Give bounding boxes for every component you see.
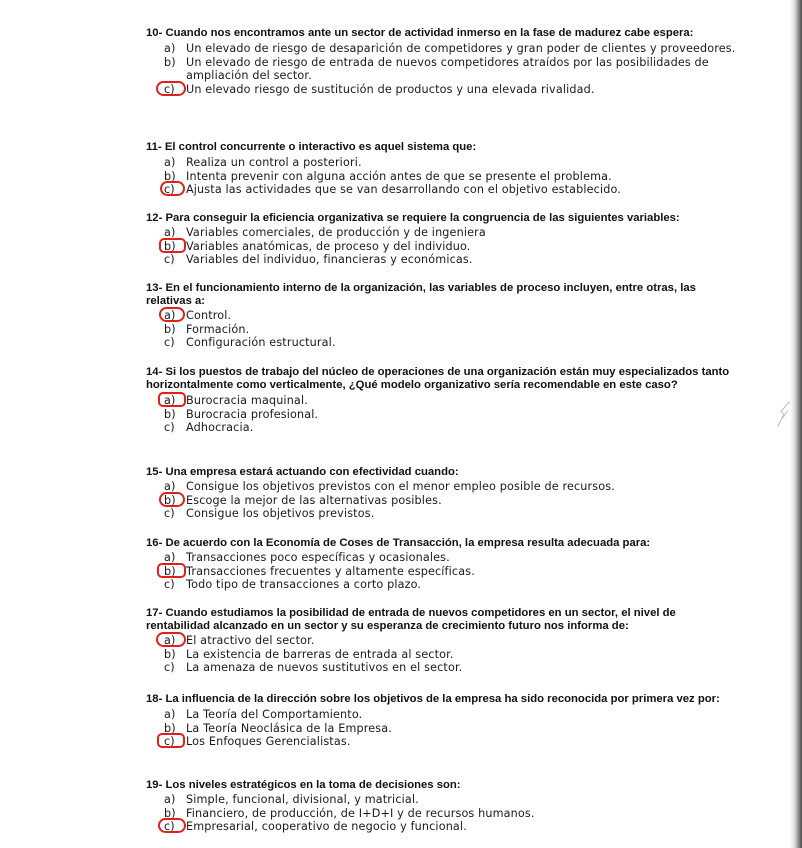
option-b — [146, 565, 736, 579]
option-text: Transacciones poco específicas y ocasionales. — [186, 551, 450, 564]
option-letter: b) — [164, 169, 176, 183]
option-a — [146, 156, 736, 170]
option-text: Realiza un control a posteriori. — [186, 156, 362, 169]
question-title: 12- Para conseguir la eficiencia organizativa se requiere la congruencia de las siguientes variables: — [146, 212, 680, 224]
option-letter: a) — [164, 394, 176, 407]
option-letter: a) — [164, 226, 176, 239]
option-letter: b) — [164, 239, 176, 253]
option-letter: b) — [164, 564, 176, 578]
option-c — [146, 336, 736, 350]
question-16 — [146, 537, 736, 592]
option-letter: c) — [164, 735, 175, 749]
option-letter: a) — [164, 309, 176, 322]
option-letter: a) — [164, 551, 176, 564]
option-a — [146, 480, 736, 494]
option-text: Escoge la mejor de las alternativas posibles. — [186, 493, 442, 507]
option-text: Control. — [186, 309, 232, 322]
option-letter: b) — [164, 721, 176, 735]
option-c — [146, 83, 736, 97]
option-c — [146, 507, 736, 521]
question-10 — [146, 27, 736, 96]
option-text: Configuración estructural. — [186, 336, 336, 350]
option-b — [146, 323, 736, 337]
option-text: Variables del individuo, financieras y económicas. — [186, 253, 473, 267]
option-a — [146, 551, 736, 565]
question-title: 17- Cuando estudiamos la posibilidad de entrada de nuevos competidores en un sector, el nivel de rentabilidad alcanzado en un sector y su esperanza de crecimiento futuro nos informa de: — [146, 607, 676, 632]
option-text: La amenaza de nuevos sustitutivos en el sector. — [186, 661, 463, 675]
option-text: Variables anatómicas, de proceso y del individuo. — [186, 239, 471, 253]
option-letter: c) — [164, 820, 175, 834]
option-b — [146, 170, 736, 184]
option-a — [146, 708, 736, 722]
option-a — [146, 634, 736, 648]
option-c — [146, 578, 736, 592]
option-text: Los Enfoques Gerencialistas. — [186, 735, 351, 749]
option-letter: a) — [164, 793, 176, 806]
question-17 — [146, 607, 736, 675]
option-text: Un elevado de riesgo de desaparición de competidores y gran poder de clientes y proveedores. — [186, 42, 736, 55]
option-letter: c) — [164, 336, 175, 350]
option-c — [146, 735, 736, 749]
option-text: Formación. — [186, 322, 250, 336]
option-c — [146, 661, 736, 675]
option-a — [146, 394, 736, 408]
option-text: La Teoría Neoclásica de la Empresa. — [186, 721, 392, 735]
option-letter: a) — [164, 708, 176, 721]
option-text: La Teoría del Comportamiento. — [186, 708, 363, 721]
option-b — [146, 56, 736, 83]
option-text: Simple, funcional, divisional, y matricial. — [186, 793, 419, 806]
option-letter: a) — [164, 156, 176, 169]
option-text: Burocracia profesional. — [186, 407, 319, 421]
option-letter: c) — [164, 578, 175, 592]
option-letter: b) — [164, 493, 176, 507]
option-text: Ajusta las actividades que se van desarrollando con el objetivo establecido. — [186, 183, 621, 197]
question-19 — [146, 779, 736, 834]
option-b — [146, 240, 736, 254]
question-title: 15- Una empresa estará actuando con efectividad cuando: — [146, 466, 459, 478]
option-b — [146, 494, 736, 508]
option-letter: a) — [164, 634, 176, 647]
question-title: 13- En el funcionamiento interno de la organización, las variables de proceso incluyen, entre otras, las relativas a: — [146, 282, 696, 307]
option-a — [146, 226, 736, 240]
option-letter: c) — [164, 253, 175, 267]
option-a — [146, 42, 736, 56]
option-b — [146, 722, 736, 736]
option-c — [146, 820, 736, 834]
question-title: 16- De acuerdo con la Economía de Coses de Transacción, la empresa resulta adecuada para: — [146, 537, 651, 549]
option-text: Adhocracia. — [186, 421, 254, 435]
option-text: Intenta prevenir con alguna acción antes de que se presente el problema. — [186, 169, 612, 183]
option-letter: b) — [164, 806, 176, 820]
option-text: Financiero, de producción, de I+D+I y de recursos humanos. — [186, 806, 535, 820]
question-title: 11- El control concurrente o interactivo es aquel sistema que: — [146, 141, 477, 153]
option-text: Todo tipo de transacciones a corto plazo. — [186, 578, 422, 592]
option-text: El atractivo del sector. — [186, 634, 315, 647]
option-text: Transacciones frecuentes y altamente específicas. — [186, 564, 475, 578]
question-title: 19- Los niveles estratégicos en la toma de decisiones son: — [146, 779, 461, 791]
option-b — [146, 408, 736, 422]
option-text: Burocracia maquinal. — [186, 394, 308, 407]
option-text: Un elevado riesgo de sustitución de productos y una elevada rivalidad. — [186, 82, 595, 96]
option-text: Variables comerciales, de producción y de ingeniera — [186, 226, 486, 239]
option-b — [146, 807, 736, 821]
question-11 — [146, 141, 736, 197]
question-14 — [146, 366, 736, 435]
option-text: Consigue los objetivos previstos con el menor empleo posible de recursos. — [186, 480, 615, 493]
option-letter: c) — [164, 507, 175, 521]
option-text: Un elevado de riesgo de entrada de nuevos competidores atraídos por las posibilidades de ampliación del sector. — [186, 55, 709, 83]
option-letter: a) — [164, 480, 176, 493]
question-12 — [146, 212, 736, 267]
option-c — [146, 253, 736, 267]
option-text: Consigue los objetivos previstos. — [186, 507, 375, 521]
question-15 — [146, 466, 736, 521]
option-a — [146, 309, 736, 323]
option-c — [146, 183, 736, 197]
option-letter: b) — [164, 407, 176, 421]
option-letter: c) — [164, 421, 175, 435]
option-text: La existencia de barreras de entrada al sector. — [186, 647, 454, 661]
question-title: 14- Si los puestos de trabajo del núcleo de operaciones de una organización están muy especializados tanto horizontalmente como verticalmente, ¿Qué modelo organizativo sería recomendable en este caso? — [146, 366, 730, 391]
question-title: 10- Cuando nos encontramos ante un sector de actividad inmerso en la fase de madurez cabe espera: — [146, 27, 694, 39]
option-letter: b) — [164, 55, 176, 69]
question-13 — [146, 282, 736, 350]
option-letter: c) — [164, 183, 175, 197]
option-letter: b) — [164, 322, 176, 336]
option-a — [146, 793, 736, 807]
page-edge-shadow — [790, 0, 802, 848]
option-letter: c) — [164, 82, 175, 96]
option-letter: c) — [164, 661, 175, 675]
option-letter: b) — [164, 647, 176, 661]
question-18 — [146, 693, 736, 749]
option-text: Empresarial, cooperativo de negocio y funcional. — [186, 820, 467, 834]
question-title: 18- La influencia de la dirección sobre los objetivos de la empresa ha sido reconocida por primera vez por: — [146, 693, 720, 705]
option-c — [146, 421, 736, 435]
option-letter: a) — [164, 42, 176, 55]
option-b — [146, 648, 736, 662]
